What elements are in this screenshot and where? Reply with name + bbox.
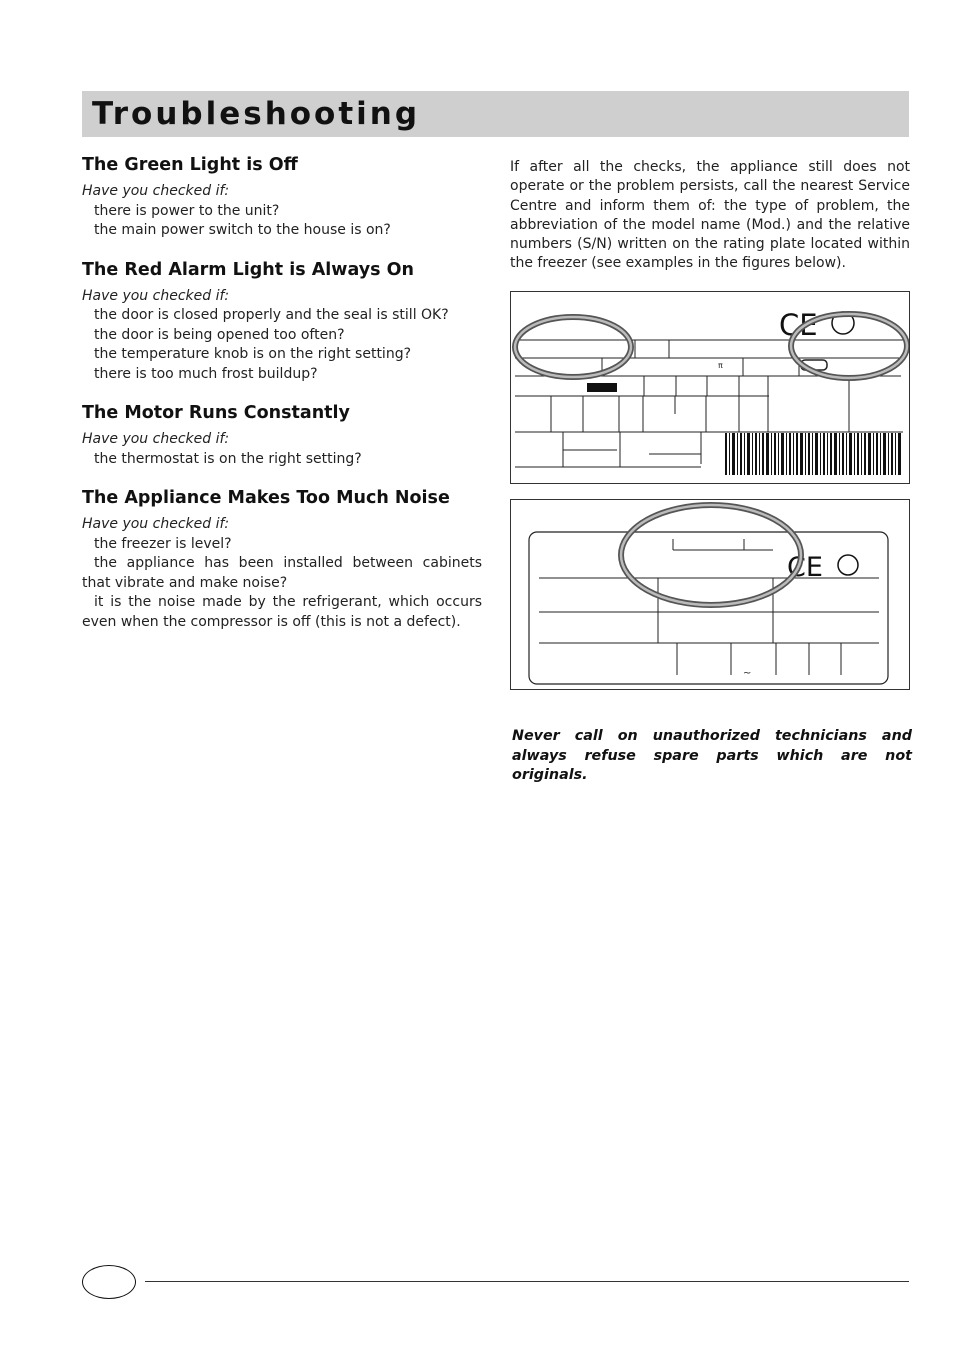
highlight-oval-serial bbox=[791, 314, 907, 378]
check-item: the appliance has been installed between cabinets that vibrate and make noise? bbox=[82, 555, 482, 591]
section-lead: Have you checked if: bbox=[82, 431, 230, 447]
check-list bbox=[82, 202, 482, 241]
highlight-oval-model bbox=[515, 317, 631, 377]
ac-symbol: ~ bbox=[743, 668, 752, 679]
warning-note: Never call on unauthorized technicians and always refuse spare parts which are not originals. bbox=[512, 728, 912, 783]
service-intro: If after all the checks, the appliance still does not operate or the problem persists, call the nearest Service Centre and inform them of: the type of problem, the abbreviation of the model name (Mod.) and the relative numbers (S/N) written on the rating plate located within the freezer (see examples in the figures below). bbox=[510, 159, 910, 272]
section-noise bbox=[82, 485, 482, 632]
rating-plate-diagram-1 bbox=[510, 291, 910, 484]
page-title: Troubleshooting bbox=[92, 96, 421, 132]
check-item: the temperature knob is on the right setting? bbox=[94, 346, 412, 362]
ce-mark: CE bbox=[779, 308, 818, 342]
troubleshooting-list bbox=[82, 152, 482, 648]
check-item: the door is closed properly and the seal is still OK? bbox=[94, 307, 449, 323]
check-item: there is too much frost buildup? bbox=[94, 365, 318, 382]
barcode-icon bbox=[725, 433, 901, 475]
rating-plate-1-drawing bbox=[511, 292, 909, 483]
section-lead: Have you checked if: bbox=[82, 516, 230, 532]
section-heading: The Motor Runs Constantly bbox=[82, 403, 350, 423]
check-list bbox=[82, 535, 482, 633]
footer-divider bbox=[145, 1281, 909, 1282]
section-heading: The Appliance Makes Too Much Noise bbox=[82, 488, 450, 508]
approval-mark-icon bbox=[838, 555, 858, 575]
check-item: it is the noise made by the refrigerant, which occurs even when the compressor is off (this is not a defect). bbox=[82, 594, 482, 630]
check-item: the freezer is level? bbox=[94, 535, 232, 552]
check-item: the main power switch to the house is on? bbox=[94, 222, 391, 238]
section-red-alarm bbox=[82, 257, 482, 385]
section-lead: Have you checked if: bbox=[82, 183, 230, 199]
section-green-light bbox=[82, 152, 482, 241]
check-list bbox=[82, 306, 482, 384]
section-motor-runs bbox=[82, 400, 482, 469]
svg-text:π: π bbox=[718, 361, 723, 370]
check-list bbox=[82, 450, 482, 470]
rating-plate-2-drawing bbox=[511, 500, 909, 689]
section-heading: The Red Alarm Light is Always On bbox=[82, 259, 414, 280]
highlight-oval-model-serial bbox=[621, 505, 801, 605]
section-lead: Have you checked if: bbox=[82, 287, 230, 304]
rating-plate-diagram-2 bbox=[510, 499, 910, 690]
page-number-badge bbox=[82, 1265, 136, 1299]
ce-mark: CE bbox=[787, 552, 823, 583]
title-bar bbox=[82, 91, 909, 137]
check-item: the door is being opened too often? bbox=[94, 326, 345, 343]
section-heading: The Green Light is Off bbox=[82, 155, 298, 175]
check-item: the thermostat is on the right setting? bbox=[94, 450, 362, 467]
check-item: there is power to the unit? bbox=[94, 202, 280, 219]
